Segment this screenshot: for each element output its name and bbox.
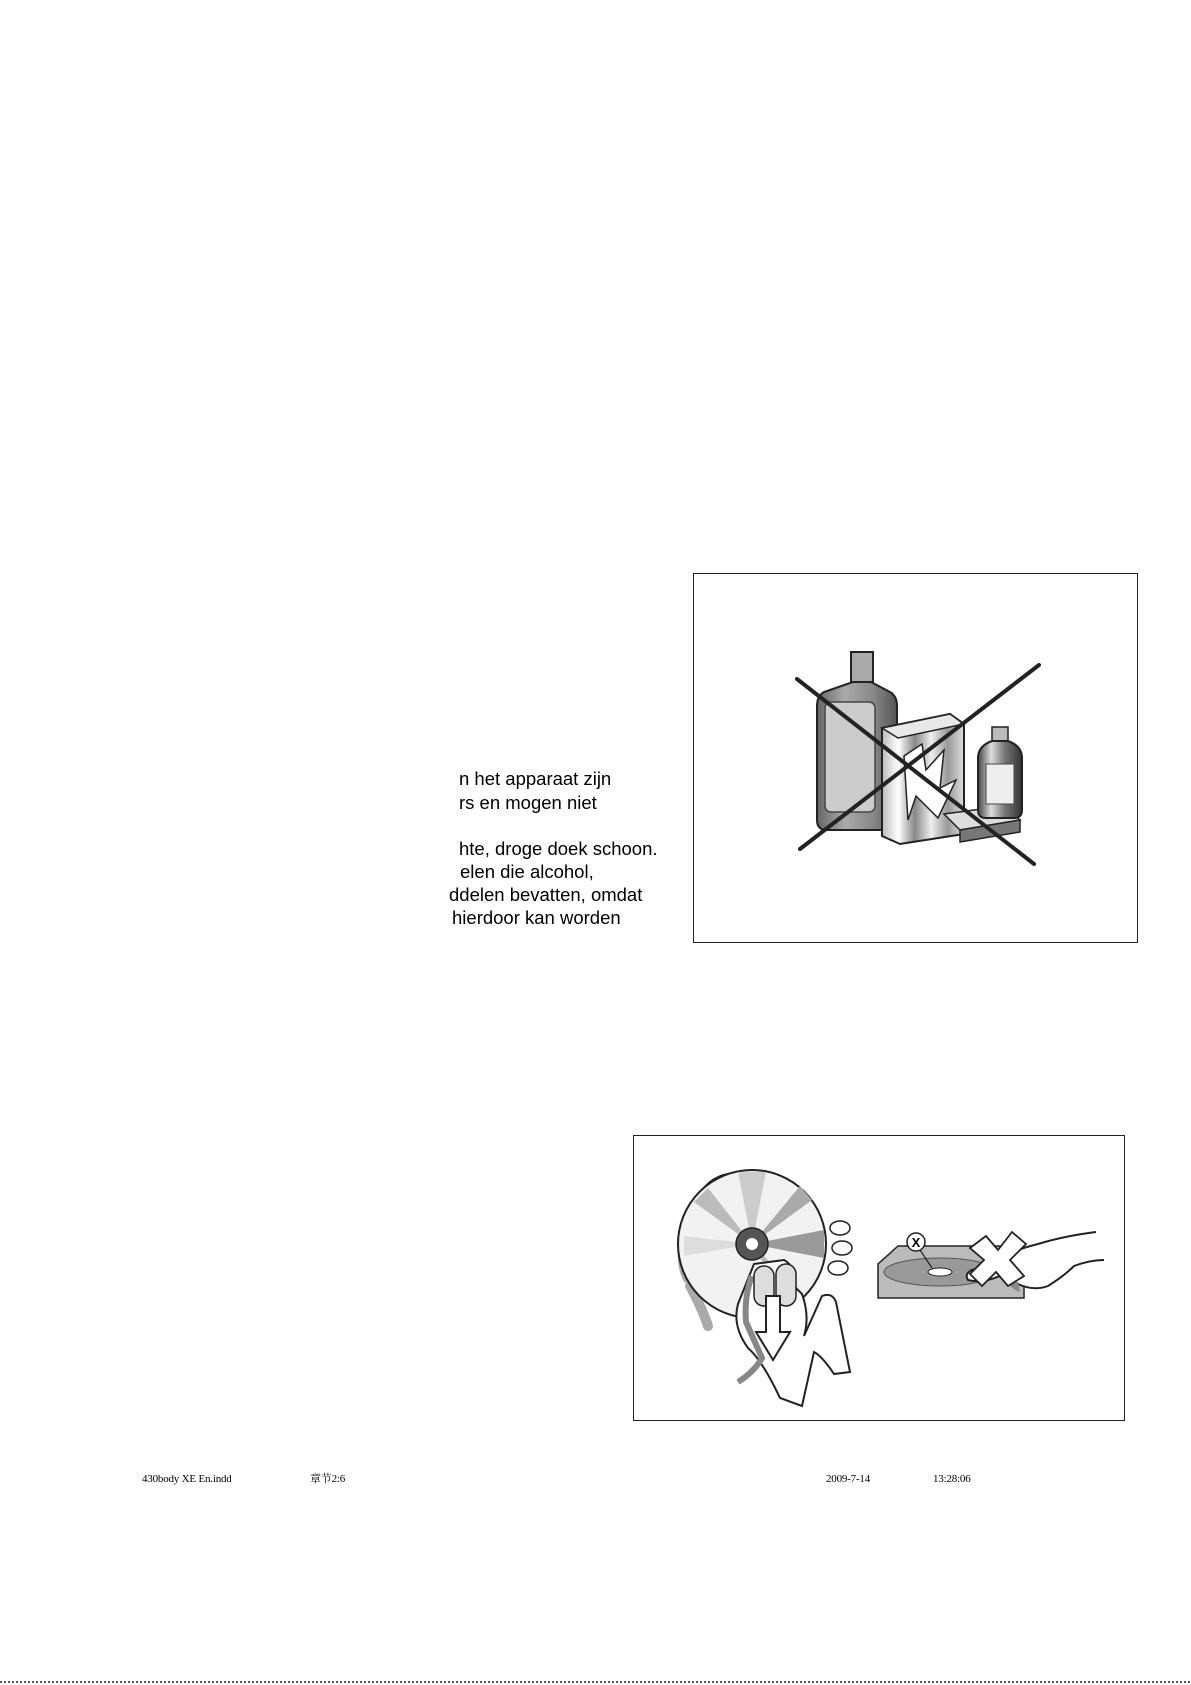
disc-handling-figure — [633, 1135, 1125, 1421]
no-cleaning-agents-icon — [694, 574, 1139, 944]
body-text-line-2: rs en mogen niet — [459, 792, 597, 813]
body-text-line-4: elen die alcohol, — [460, 861, 594, 882]
body-text-line-6: hierdoor kan worden — [452, 907, 621, 928]
callout-label: X — [911, 1235, 921, 1250]
disc-handling-icon — [634, 1136, 1126, 1422]
slug-section: 章节2:6 — [310, 1473, 346, 1485]
body-text-line-3: hte, droge doek schoon. — [459, 838, 658, 859]
slug-time: 13:28:06 — [933, 1473, 971, 1485]
page-bottom-edge — [0, 1681, 1191, 1683]
body-text-line-1: n het apparaat zijn — [459, 768, 612, 789]
slug-date: 2009-7-14 — [826, 1473, 871, 1485]
cleaning-agents-figure — [693, 573, 1138, 943]
body-text-line-5: ddelen bevatten, omdat — [449, 884, 643, 905]
slug-filename: 430body XE En.indd — [142, 1473, 232, 1485]
